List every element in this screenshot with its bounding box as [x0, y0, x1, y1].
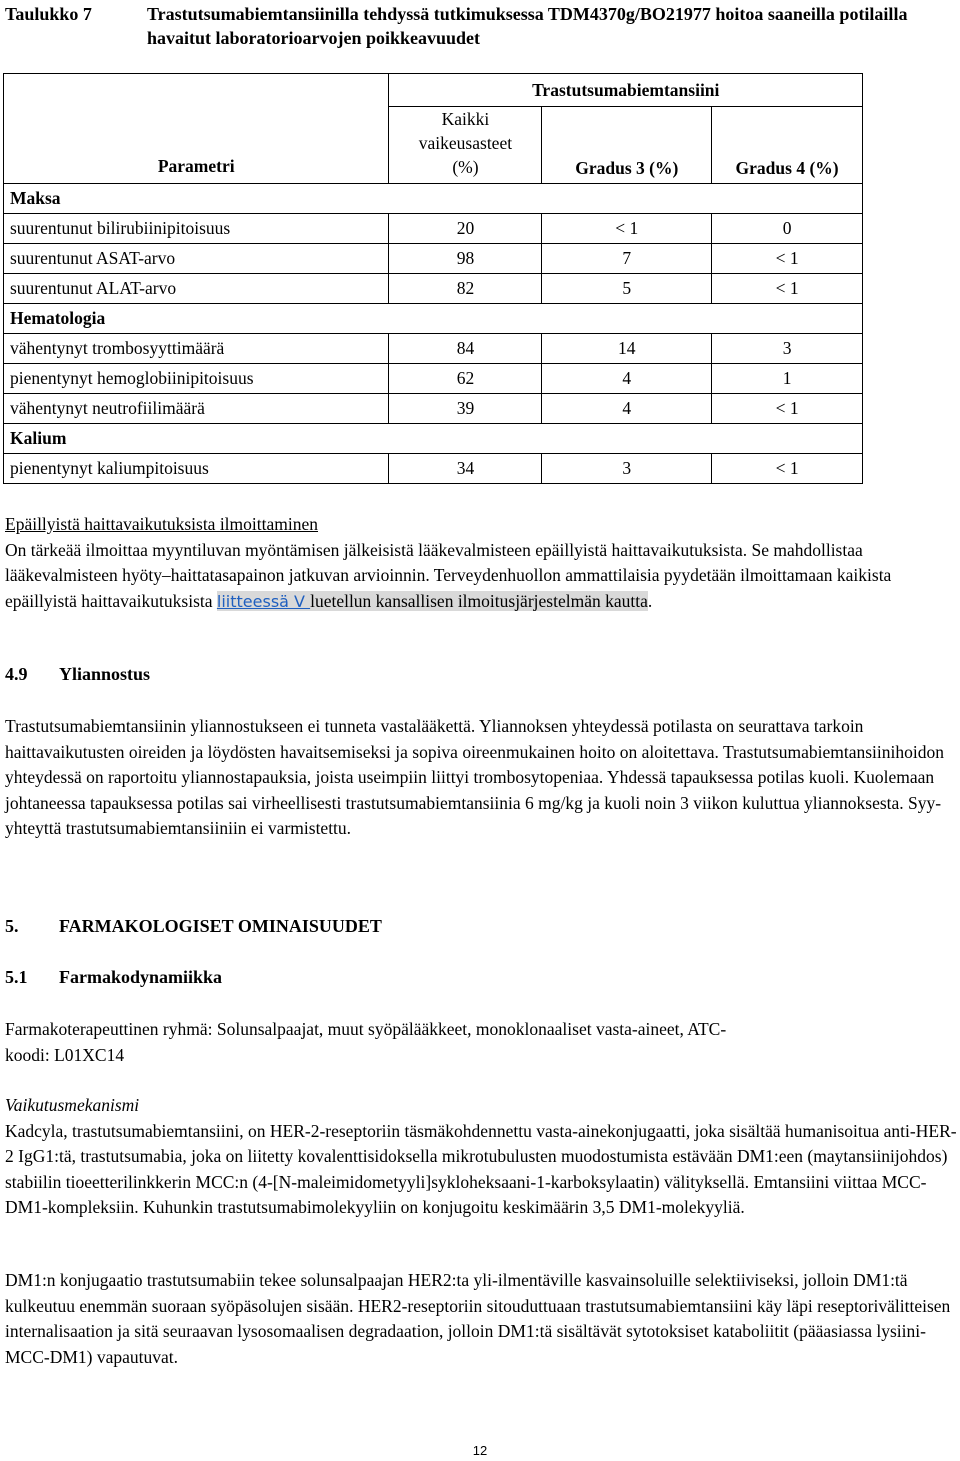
- appendix-v-link[interactable]: liitteessä V: [216, 591, 311, 611]
- row-grade-4: 3: [712, 334, 863, 364]
- overdose-paragraph: [5, 714, 957, 842]
- row-grade-3: 4: [542, 364, 712, 394]
- table-row: [4, 394, 863, 424]
- row-grade-4: < 1: [712, 394, 863, 424]
- row-grade-3: 7: [542, 244, 712, 274]
- lab-abnormalities-table: [3, 73, 863, 484]
- section-title: Farmakodynamiikka: [59, 967, 223, 987]
- row-all-grades: 39: [389, 394, 542, 424]
- row-grade-4: < 1: [712, 454, 863, 484]
- table-row: [4, 214, 863, 244]
- header-grade-4: Gradus 4 (%): [712, 107, 863, 184]
- header-trastutsumabiemtansiini: Trastutsumabiemtansiini: [389, 74, 863, 107]
- row-all-grades: 84: [389, 334, 542, 364]
- section-title: Yliannostus: [59, 664, 151, 684]
- header-grade-3: Gradus 3 (%): [542, 107, 712, 184]
- section-maksa: Maksa: [4, 184, 863, 214]
- header-all-grades: [389, 107, 542, 184]
- header-all-grades-text: Kaikki vaikeusasteet (%): [418, 109, 513, 177]
- row-grade-4: 0: [712, 214, 863, 244]
- row-all-grades: 82: [389, 274, 542, 304]
- row-parameter: suurentunut ALAT-arvo: [4, 274, 389, 304]
- row-all-grades: 98: [389, 244, 542, 274]
- row-grade-3: 5: [542, 274, 712, 304]
- header-parametri: Parametri: [4, 74, 389, 184]
- group-line-1: Farmakoterapeuttinen ryhmä: Solunsalpaajat, muut syöpälääkkeet, monoklonaaliset vasta-aineet, ATC-: [5, 1019, 727, 1039]
- reporting-section: [5, 512, 957, 614]
- row-grade-4: < 1: [712, 244, 863, 274]
- table-caption-label: Taulukko 7: [5, 4, 92, 24]
- reporting-text: On tärkeää ilmoittaa myyntiluvan myöntämisen jälkeisistä lääkevalmisteen epäillyistä haittavaikutuksista. Se mahdollistaa lääkevalmisteen hyöty–haittatasapainon jatkuvan arvioinnin. Terveydenhuollon ammattilaisia pyydetään ilmoittamaan kaikista epäillyistä haittavaikutuksista: [5, 539, 892, 611]
- reporting-paragraph: [5, 538, 957, 615]
- mechanism-paragraph-2-block: [5, 1268, 957, 1370]
- section-5-heading: [5, 916, 382, 937]
- row-grade-3: 4: [542, 394, 712, 424]
- reporting-highlight: [217, 591, 648, 611]
- reporting-highlight-text: luetellun kansallisen ilmoitusjärjestelmän kautta: [310, 590, 648, 611]
- reporting-end: .: [647, 590, 653, 611]
- row-parameter: suurentunut bilirubiinipitoisuus: [4, 214, 389, 244]
- section-title: FARMAKOLOGISET OMINAISUUDET: [59, 916, 382, 936]
- row-parameter: pienentynyt hemoglobiinipitoisuus: [4, 364, 389, 394]
- table-row: [4, 244, 863, 274]
- row-parameter: vähentynyt trombosyyttimäärä: [4, 334, 389, 364]
- group-line-2: koodi: L01XC14: [5, 1044, 125, 1065]
- row-grade-4: 1: [712, 364, 863, 394]
- page-number: 12: [472, 1443, 488, 1458]
- section-kalium: Kalium: [4, 424, 863, 454]
- section-number: 5.1: [5, 967, 28, 987]
- row-all-grades: 20: [389, 214, 542, 244]
- overdose-text: Trastutsumabiemtansiinin yliannostukseen ei tunneta vastalääkettä. Yliannoksen yhteydessä potilasta on seurattava tarkoin haittavaikutusten oireiden ja löydösten havaitsemiseksi ja sopiva oireenmukainen hoito on aloitettava. Trastutsumabiemtansiinihoidon yhteydessä on raportoitu yliannostapauksia, joista useimpiin liittyi trombosytopeniaa. Yhdessä tapauksessa potilas kuoli. Kuolemaan johtaneessa tapauksessa potilas sai virheellisesti trastutsumabiemtansiinia 6 mg/kg ja kuoli noin 3 viikon kuluttua yliannoksesta. Syy-yhteyttä trastutsumabiemtansiiniin ei varmistettu.: [5, 716, 944, 838]
- row-grade-3: 14: [542, 334, 712, 364]
- section-hematologia: Hematologia: [4, 304, 863, 334]
- mechanism-paragraph-1: Kadcyla, trastutsumabiemtansiini, on HER-2-reseptoriin täsmäkohdennettu vasta-ainekonjugaatti, joka sisältää humanisoitua anti-HER-2 IgG1:tä, trastutsumabia, joka on liitetty kovalenttisidoksella mikrotubulusten muodostumista estävään DM1:een (maytansiinijohdos) stabiilin tioeetterilinkkerin MCC:n (4-[N-maleimidometyyli]sykloheksaani-1-karboksylaatin) välityksellä. Emtansiini viittaa MCC-DM1-kompleksiin. Kuhunkin trastutsumabimolekyyliin on konjugoitu keskimäärin 3,5 DM1-molekyyliä.: [5, 1120, 957, 1217]
- mechanism-section: [5, 1093, 957, 1221]
- section-5-1-heading: [5, 967, 222, 988]
- mechanism-paragraph-2: DM1:n konjugaatio trastutsumabiin tekee solunsalpaajan HER2:ta yli-ilmentäville kasvainsoluille selektiiviseksi, jolloin DM1:tä kulkeutuu enemmän suoraan syöpäsolujen sisään. HER2-reseptoriin sitouduttuaan trastutsumabiemtansiini käy läpi reseptorivälitteisen internalisaation ja sitä seuraavan lysosomaalisen degradaation, jolloin DM1:tä sisältävät sytotoksiset kataboliitit (pääasiassa lysiini-MCC-DM1) vapautuvat.: [5, 1270, 951, 1367]
- table-row: [4, 274, 863, 304]
- row-grade-3: 3: [542, 454, 712, 484]
- section-number: 4.9: [5, 664, 28, 684]
- mechanism-heading: Vaikutusmekanismi: [5, 1095, 140, 1115]
- table-row: [4, 454, 863, 484]
- table-caption-title: Trastutsumabiemtansiinilla tehdyssä tutkimuksessa TDM4370g/BO21977 hoitoa saaneilla potilailla havaitut laboratorioarvojen poikkeavuudet: [147, 4, 908, 48]
- row-all-grades: 62: [389, 364, 542, 394]
- row-grade-4: < 1: [712, 274, 863, 304]
- row-all-grades: 34: [389, 454, 542, 484]
- row-grade-3: < 1: [542, 214, 712, 244]
- row-parameter: pienentynyt kaliumpitoisuus: [4, 454, 389, 484]
- section-4-9-heading: [5, 664, 150, 685]
- row-parameter: suurentunut ASAT-arvo: [4, 244, 389, 274]
- reporting-heading: Epäillyistä haittavaikutuksista ilmoittaminen: [5, 514, 319, 534]
- pharmacotherapeutic-group: [5, 1017, 957, 1068]
- section-number: 5.: [5, 916, 19, 936]
- table-row: [4, 364, 863, 394]
- table-row: [4, 334, 863, 364]
- row-parameter: vähentynyt neutrofiilimäärä: [4, 394, 389, 424]
